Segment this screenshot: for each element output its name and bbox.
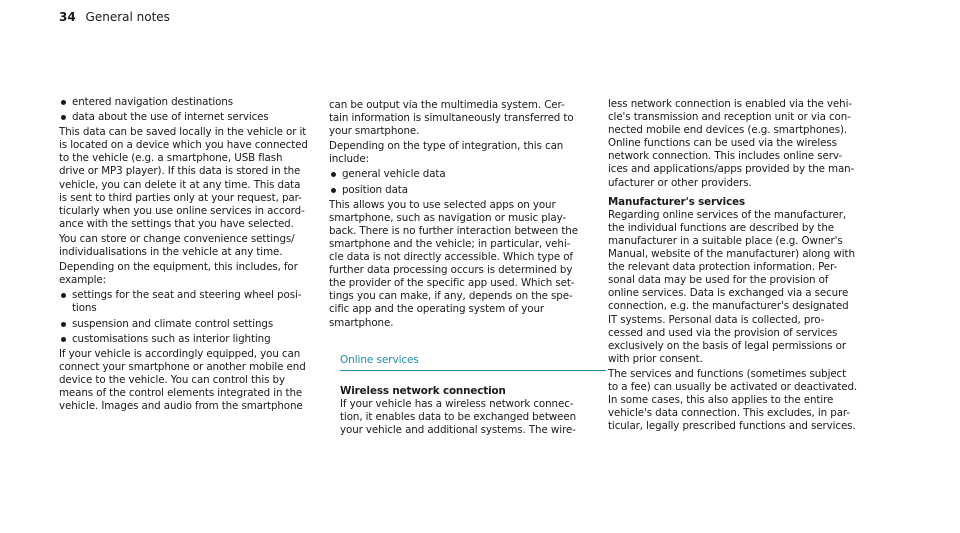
list-item: data about the use of internet services: [59, 111, 327, 124]
list-item: position data: [329, 184, 597, 197]
paragraph: If your vehicle has a wireless network connec- tion, it enables data to be exchanged between your vehicle and additional systems. The wire-: [340, 397, 576, 436]
subheading-wireless-network: Wireless network connection: [340, 384, 506, 397]
list-item: suspension and climate control settings: [59, 318, 327, 331]
paragraph: Depending on the equipment, this includes, for example:: [59, 261, 298, 287]
paragraph: This allows you to use selected apps on your smartphone, such as navigation or music play- back. There is no further interaction between the smartphone and the vehicle; in particular, vehi- cle data is not directly accessible. Which type of further data processing occurs is determined by the provider of the specific app used. Which set- tings you can make, if any, depends on the spe- cific app and the operating system of your smartphone.: [329, 198, 578, 329]
column-1: [59, 96, 327, 415]
paragraph: You can store or change convenience settings/ individualisations in the vehicle at any time.: [59, 232, 295, 259]
page-header: [59, 10, 170, 24]
paragraph: If your vehicle is accordingly equipped, you can connect your smartphone or another mobile end device to the vehicle. You can control this by means of the control elements integrated in the vehicle. Images and audio from the smartphone: [59, 347, 306, 413]
page-section-title: General notes: [85, 10, 170, 24]
paragraph: can be output via the multimedia system. Cer- tain information is simultaneously transferred to your smartphone.: [329, 99, 574, 138]
paragraph: The services and functions (sometimes subject to a fee) can usually be activated or deactivated. In some cases, this also applies to the entire vehicle's data connection. This excludes, in par- ticular, legally prescribed functions and services.: [608, 367, 858, 433]
paragraph: Depending on the type of integration, this can include:: [329, 140, 564, 166]
column-2: [329, 99, 597, 439]
page-number: 34: [59, 10, 76, 24]
list-item: entered navigation destinations: [59, 96, 327, 109]
list-item: settings for the seat and steering wheel posi- tions: [59, 289, 327, 315]
section-heading-online-services: Online services: [340, 354, 606, 371]
paragraph: This data can be saved locally in the vehicle or it is located on a device which you have connected to the vehicle (e.g. a smartphone, USB flash drive or MP3 player). If this data is stored in the vehicle, you can delete it at any time. This data is sent to third parties only at your request, par- ticularly when you use online services in accord- ance with the settings that you have selected.: [59, 126, 308, 230]
column-3: [608, 98, 876, 435]
list-item: customisations such as interior lighting: [59, 333, 327, 346]
subheading-manufacturer-services: Manufacturer's services: [608, 195, 745, 208]
paragraph: less network connection is enabled via the vehi- cle's transmission and reception unit or via con- nected mobile end devices (e.g. smartphones). Online functions can be used via the wireless network connection. This includes online serv- ices and applications/apps provided by the man- ufacturer or other providers.: [608, 98, 855, 189]
list-item: general vehicle data: [329, 168, 597, 181]
paragraph: Regarding online services of the manufacturer, the individual functions are described by the manufacturer in a suitable place (e.g. Owner's Manual, website of the manufacturer) along with the relevant data protection information. Per- sonal data may be used for the provision of online services. Data is exchanged via a secure connection, e.g. the manufacturer's designated IT systems. Personal data is collected, pro- cessed and used via the provision of services exclusively on the basis of legal permissions or with prior consent.: [608, 208, 855, 365]
